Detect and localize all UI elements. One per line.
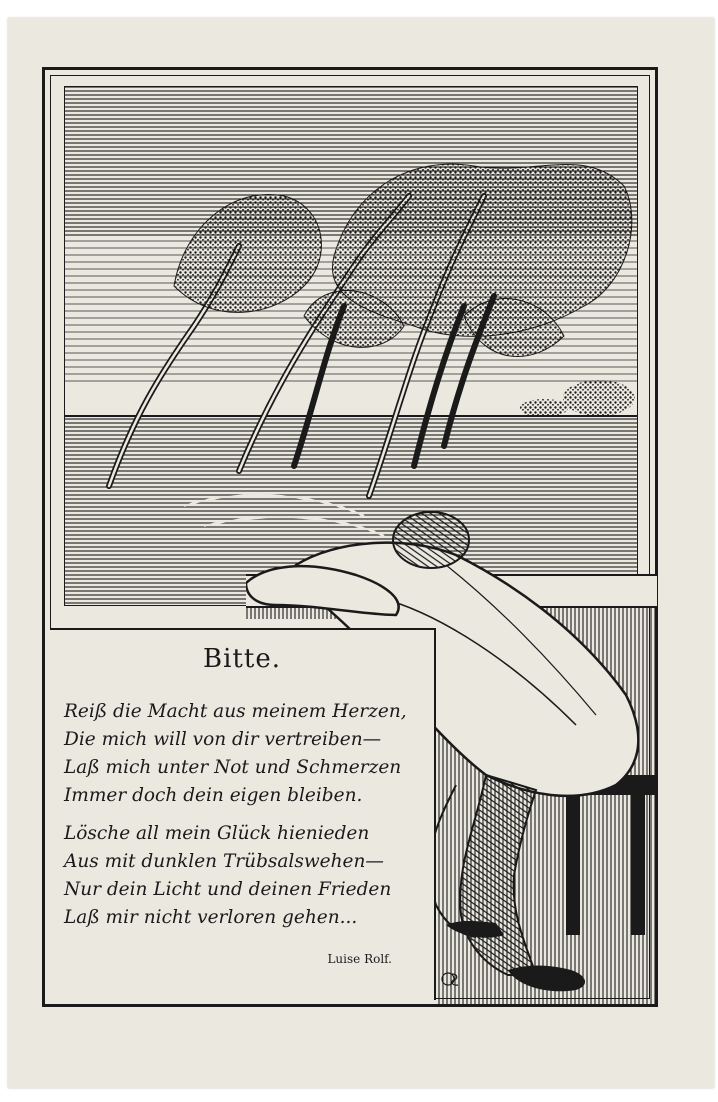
poem-title: Bitte. [203,644,281,674]
poem-panel [50,628,436,1000]
poem-line: Nur dein Licht und deinen Frieden [64,879,392,900]
poem-line: Laß mich unter Not und Schmerzen [64,757,402,778]
poem-line: Immer doch dein eigen bleiben. [64,785,363,806]
poem-author: Luise Rolf. [327,952,392,966]
poem-line: Reiß die Macht aus meinem Herzen, [64,701,407,722]
poem-line: Aus mit dunklen Trübsalswehen— [64,851,384,872]
poem-line: Die mich will von dir vertreiben— [64,729,382,750]
stanza-2 [64,820,428,932]
artist-monogram-icon [440,970,462,992]
poem-line: Lösche all mein Glück hienieden [64,823,370,844]
poem-line: Laß mir nicht verloren gehen... [64,907,358,928]
stanza-1 [64,698,428,810]
